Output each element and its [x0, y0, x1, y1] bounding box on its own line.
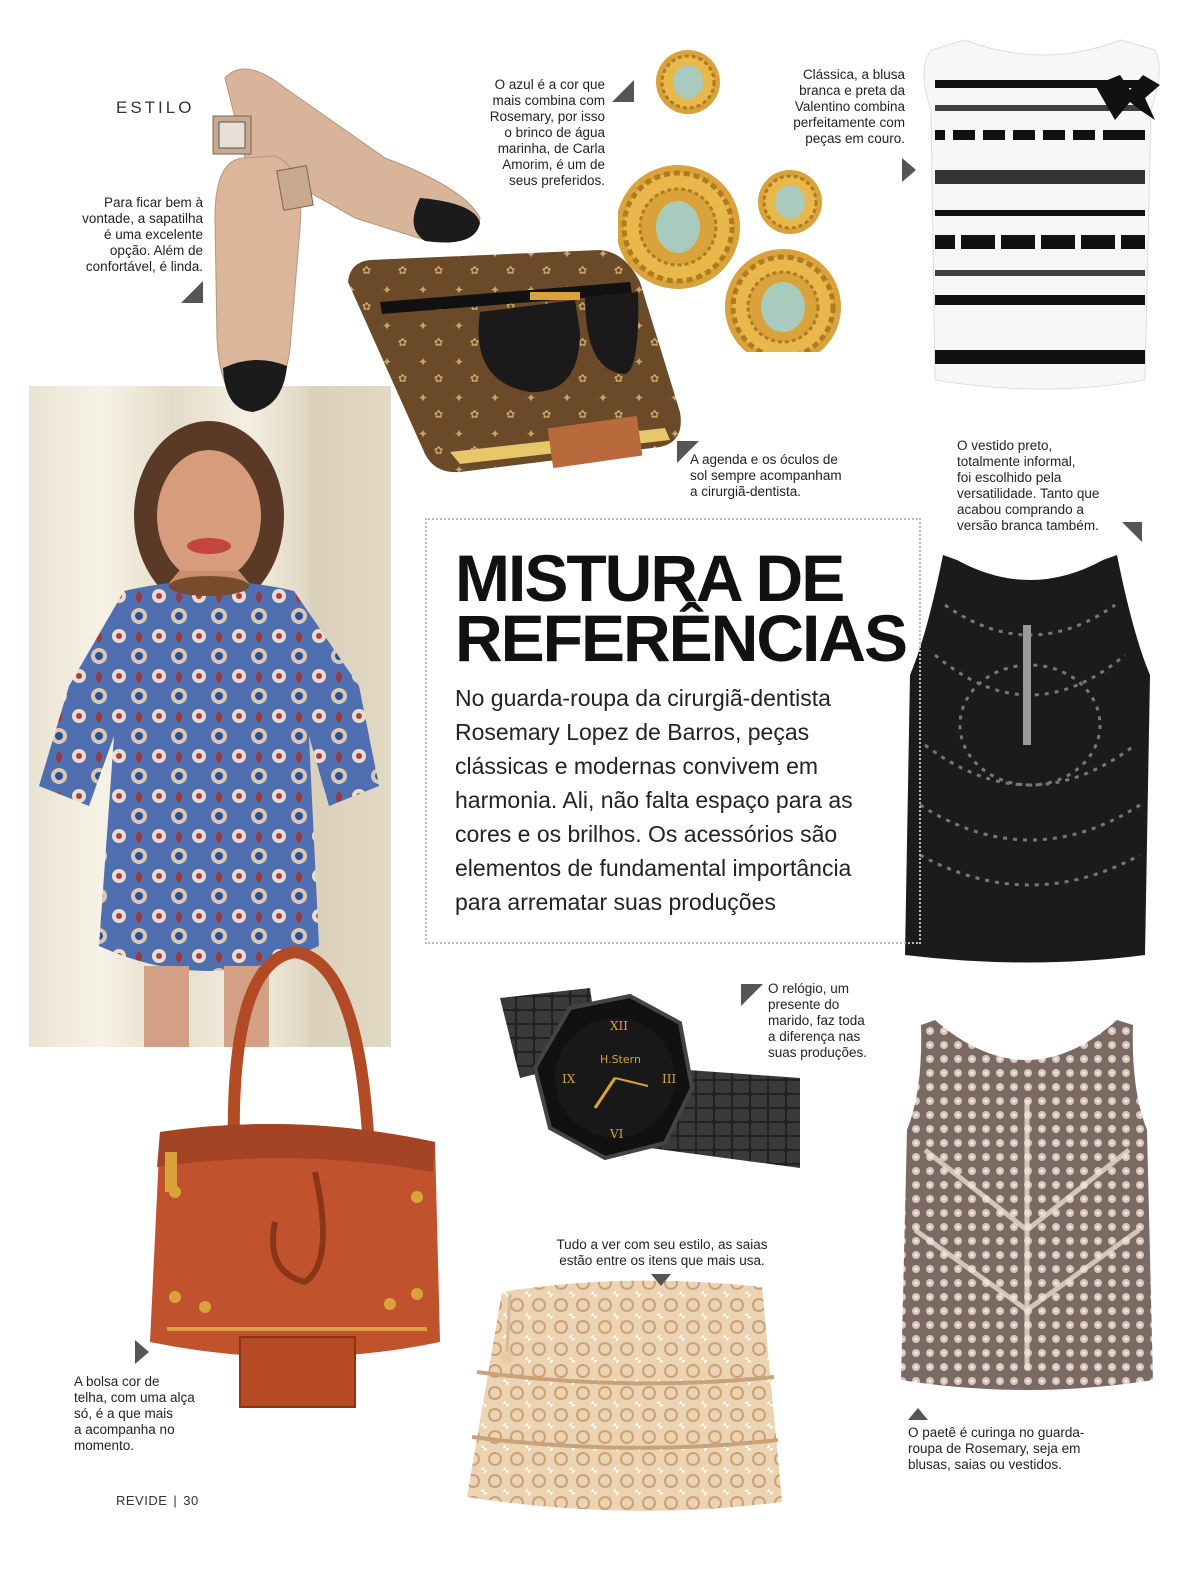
headline: [455, 541, 907, 675]
black-dress-caption: O vestido preto, totalmente informal, foi escolhido pela versatilidade. Tanto que acabou comprando a versão branca também.: [957, 438, 1100, 533]
watch-caption-arrow: [741, 984, 763, 1006]
svg-text:XII: XII: [610, 1019, 629, 1033]
agenda-caption: A agenda e os óculos de sol sempre acompanham a cirurgiã-dentista.: [690, 452, 842, 499]
skirt-caption-arrow: [651, 1274, 671, 1286]
svg-text:VI: VI: [610, 1127, 624, 1141]
blouse-caption: Clássica, a blusa branca e preta da Valentino combina perfeitamente com peças em couro.: [793, 67, 905, 146]
skirt-caption: Tudo a ver com seu estilo, as saias estão entre os itens que mais usa.: [556, 1237, 768, 1268]
bag-photo: [145, 942, 445, 1412]
page-footer: REVIDE | 30: [116, 1493, 199, 1508]
shoes-caption: Para ficar bem à vontade, a sapatilha é uma excelente opção. Além de confortável, é linda.: [82, 195, 203, 274]
bag-caption: A bolsa cor de telha, com uma alça só, é a que mais a acompanha no momento.: [74, 1374, 195, 1453]
svg-text:III: III: [662, 1072, 677, 1086]
headline-line-2: REFERÊNCIAS: [455, 601, 907, 675]
sequin-caption-arrow: [908, 1408, 928, 1420]
black-dress-photo: [895, 545, 1165, 970]
watch-caption: O relógio, um presente do marido, faz toda a diferença nas suas produções.: [768, 981, 868, 1060]
sequin-top-photo: [895, 1010, 1160, 1395]
lead-paragraph: No guarda-roupa da cirurgiã-dentista Rosemary Lopez de Barros, peças clássicas e modernas convivem em harmonia. Ali, não falta espaço para as cores e os brilhos. Os acessórios são elementos de fundamental importância para arrematar suas produções: [455, 685, 853, 915]
sequin-caption: O paetê é curinga no guarda- roupa de Rosemary, seja em blusas, saias ou vestidos.: [908, 1425, 1085, 1472]
svg-text:IX: IX: [562, 1072, 576, 1086]
bag-caption-arrow: [135, 1340, 149, 1364]
earrings-caption: O azul é a cor que mais combina com Rosemary, por isso o brinco de água marinha, de Carla Amorim, é um de seus preferidos.: [489, 77, 605, 188]
headline-line-1: MISTURA DE: [455, 541, 844, 615]
page-number: 30: [183, 1493, 199, 1508]
magazine-name: REVIDE: [116, 1493, 168, 1508]
watch-brand-logo: H.Stern: [600, 1053, 641, 1066]
crochet-skirt-photo: [462, 1272, 792, 1517]
blouse-caption-arrow: [902, 158, 916, 182]
shoes-caption-arrow: [181, 281, 203, 303]
earrings-caption-arrow: [612, 80, 634, 102]
section-label: ESTILO: [116, 98, 195, 117]
striped-blouse-photo: [915, 30, 1173, 395]
black-dress-caption-arrow: [1122, 522, 1142, 542]
